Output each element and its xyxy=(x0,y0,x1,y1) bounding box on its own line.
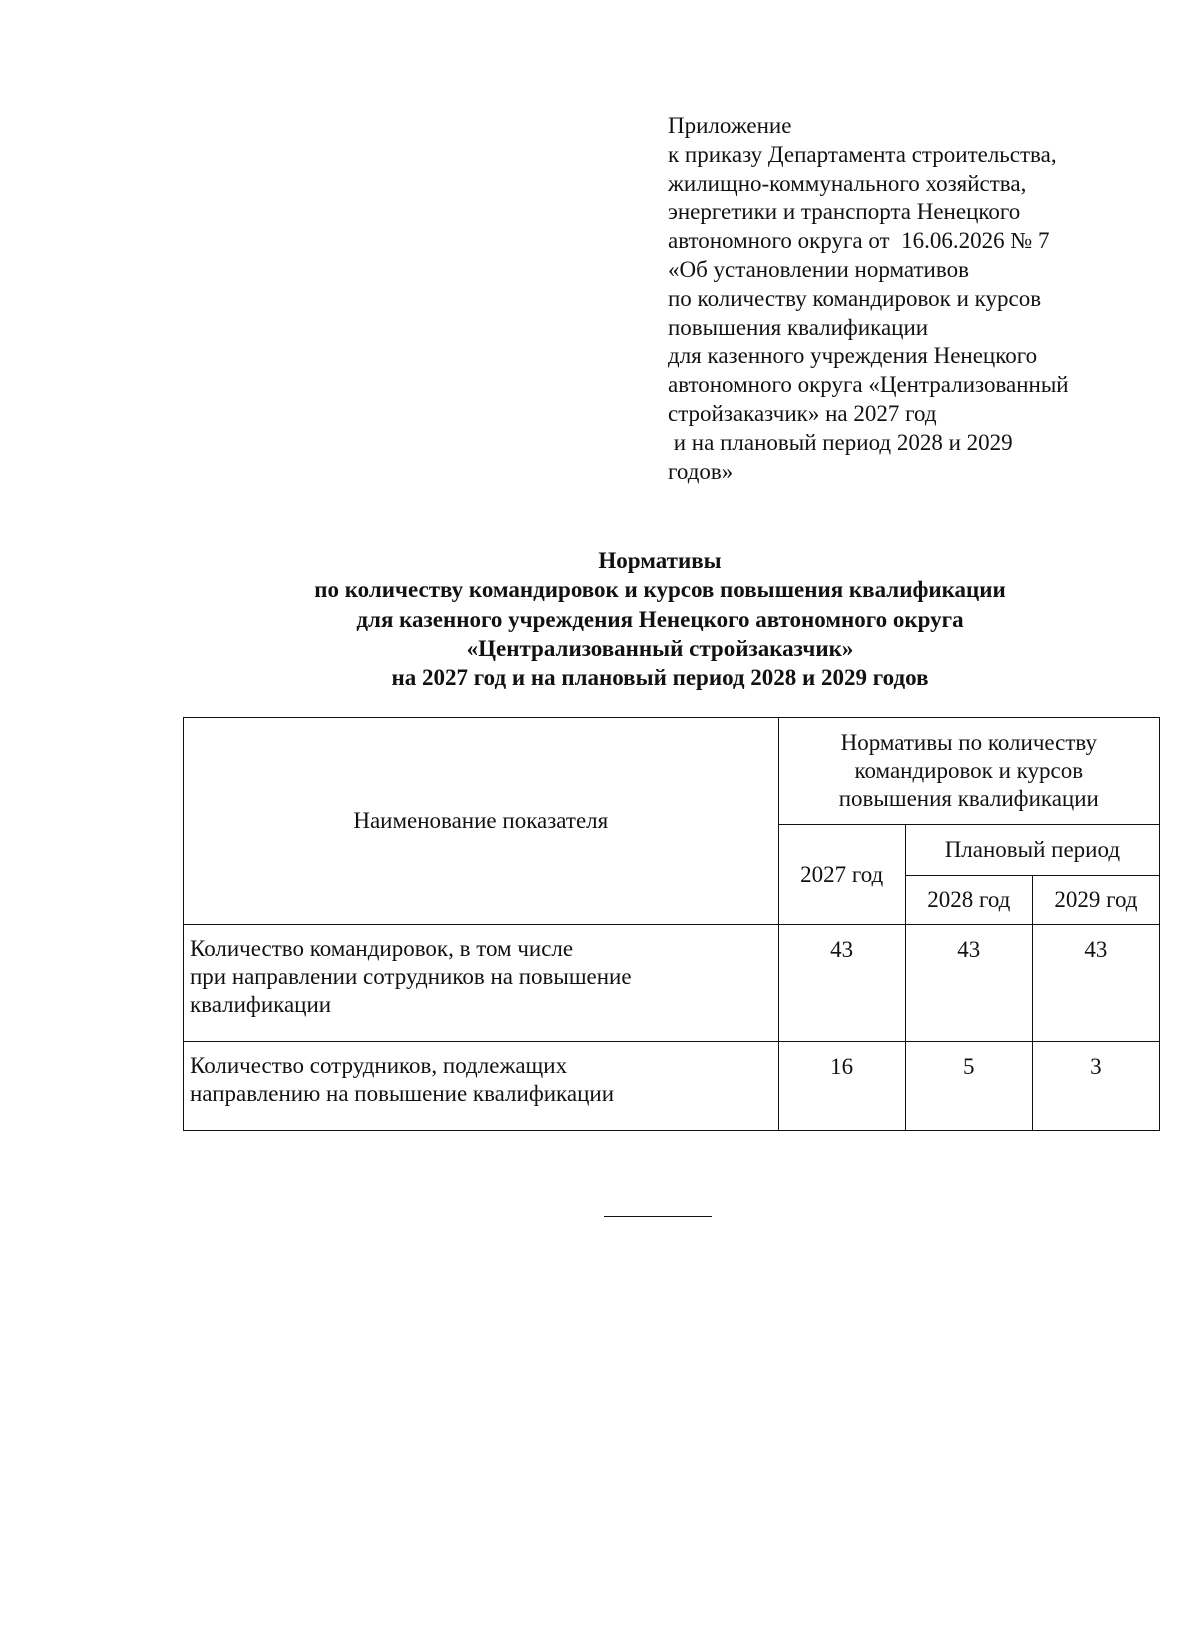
annex-line: для казенного учреждения Ненецкого xyxy=(668,343,1038,369)
row-name-line: квалификации xyxy=(190,992,332,1017)
header-year-2027: 2027 год xyxy=(778,825,905,925)
header-norms xyxy=(778,718,1159,825)
header-norms-line: повышения квалификации xyxy=(838,786,1099,811)
table-row xyxy=(184,925,1160,1042)
header-planned-period: Плановый период xyxy=(905,825,1159,876)
row-name-line: Количество командировок, в том числе xyxy=(190,936,574,961)
title-line: Нормативы xyxy=(598,548,722,573)
value-2028: 5 xyxy=(905,1042,1032,1131)
annex-block xyxy=(668,112,1188,486)
title-line: на 2027 год и на плановый период 2028 и 2029 годов xyxy=(391,665,929,691)
header-indicator-name: Наименование показателя xyxy=(184,718,779,925)
annex-line: автономного округа «Централизованный xyxy=(668,372,1069,398)
table-row xyxy=(184,1042,1160,1131)
value-2028: 43 xyxy=(905,925,1032,1042)
annex-line: Приложение xyxy=(668,113,792,138)
annex-line: по количеству командировок и курсов xyxy=(668,285,1042,311)
annex-line: энергетики и транспорта Ненецкого xyxy=(668,199,1021,225)
header-norms-line: Нормативы по количеству xyxy=(840,730,1098,755)
annex-line: стройзаказчик» на 2027 год xyxy=(668,400,937,426)
annex-line: к приказу Департамента строительства, xyxy=(668,141,1057,167)
row-indicator-name xyxy=(184,925,779,1042)
annex-line: повышения квалификации xyxy=(668,314,929,340)
annex-line: жилищно-коммунального хозяйства, xyxy=(668,170,1027,196)
row-name-line: при направлении сотрудников на повышение xyxy=(190,964,632,989)
header-year-2029: 2029 год xyxy=(1032,876,1159,925)
row-name-line: Количество сотрудников, подлежащих xyxy=(190,1053,568,1078)
annex-line: годов» xyxy=(668,458,734,484)
value-2027: 16 xyxy=(778,1042,905,1131)
title-line: «Централизованный стройзаказчик» xyxy=(466,635,854,661)
norms-table xyxy=(183,717,1160,1131)
header-norms-line: командировок и курсов xyxy=(854,758,1084,783)
title-line: по количеству командировок и курсов повышения квалификации xyxy=(314,577,1006,603)
value-2029: 43 xyxy=(1032,925,1159,1042)
annex-line: и на плановый период 2028 и 2029 xyxy=(668,429,1013,455)
annex-line: автономного округа от 16.06.2026 № 7 xyxy=(668,228,1050,254)
value-2029: 3 xyxy=(1032,1042,1159,1131)
annex-line: «Об установлении нормативов xyxy=(668,256,969,282)
title-line: для казенного учреждения Ненецкого автономного округа xyxy=(356,606,964,632)
value-2027: 43 xyxy=(778,925,905,1042)
header-year-2028: 2028 год xyxy=(905,876,1032,925)
document-title xyxy=(0,546,1200,692)
row-name-line: направлению на повышение квалификации xyxy=(190,1081,615,1106)
closing-separator-line xyxy=(604,1216,712,1217)
row-indicator-name xyxy=(184,1042,779,1131)
